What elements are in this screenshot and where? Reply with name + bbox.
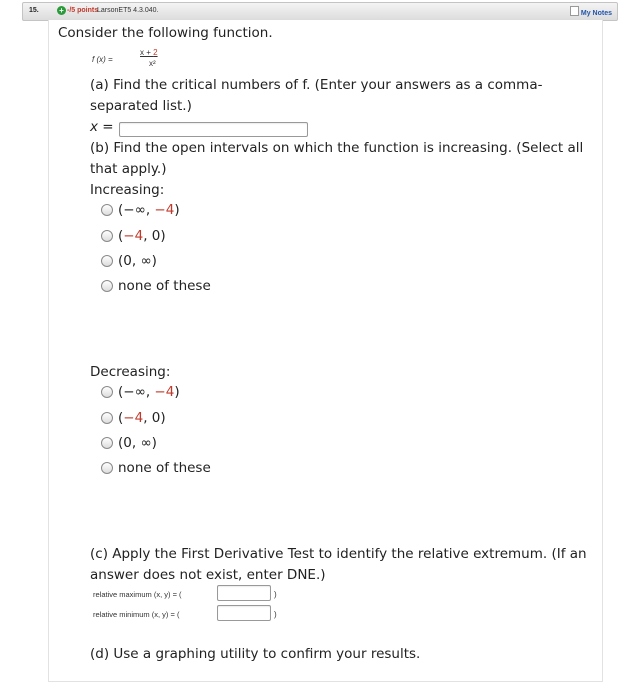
- critical-numbers-input[interactable]: [119, 122, 308, 137]
- question-header: [22, 2, 618, 21]
- relative-maximum-label: relative maximum (x, y) = (: [93, 590, 182, 599]
- numerator-constant: 2: [153, 48, 158, 57]
- question-number: 15.: [29, 7, 39, 14]
- points-label: -/5 points: [67, 7, 99, 14]
- radio-button[interactable]: [101, 412, 113, 424]
- relative-maximum-close-paren: ): [274, 590, 277, 599]
- my-notes-label: My Notes: [580, 10, 612, 17]
- function-lhs: f (x) =: [92, 55, 113, 64]
- relative-minimum-close-paren: ): [274, 610, 277, 619]
- part-c-line1: (c) Apply the First Derivative Test to identify the relative extremum. (If an: [90, 546, 587, 562]
- notes-icon: [570, 6, 579, 16]
- part-c-line2: answer does not exist, enter DNE.): [90, 567, 326, 583]
- radio-button[interactable]: [101, 280, 113, 292]
- part-a-line1: (a) Find the critical numbers of f. (Enter your answers as a comma-: [90, 77, 543, 93]
- relative-minimum-input[interactable]: [217, 605, 271, 621]
- option-label: none of these: [118, 278, 211, 294]
- function-numerator: x + 2: [140, 48, 158, 57]
- radio-button[interactable]: [101, 230, 113, 242]
- plus-icon[interactable]: +: [57, 6, 66, 15]
- radio-button[interactable]: [101, 437, 113, 449]
- part-d-line1: (d) Use a graphing utility to confirm your results.: [90, 646, 421, 662]
- radio-button[interactable]: [101, 204, 113, 216]
- option-label: (−∞, −4): [118, 384, 180, 400]
- radio-button[interactable]: [101, 462, 113, 474]
- radio-button[interactable]: [101, 386, 113, 398]
- increasing-label: Increasing:: [90, 182, 165, 198]
- part-a-line2: separated list.): [90, 98, 192, 114]
- radio-button[interactable]: [101, 255, 113, 267]
- option-label: (−∞, −4): [118, 202, 180, 218]
- option-label: none of these: [118, 460, 211, 476]
- option-label: (0, ∞): [118, 435, 157, 451]
- relative-minimum-label: relative minimum (x, y) = (: [93, 610, 180, 619]
- part-b-line2: that apply.): [90, 161, 167, 177]
- option-label: (−4, 0): [118, 228, 166, 244]
- function-denominator: x²: [149, 59, 156, 68]
- decreasing-label: Decreasing:: [90, 364, 171, 380]
- option-label: (0, ∞): [118, 253, 157, 269]
- part-b-line1: (b) Find the open intervals on which the function is increasing. (Select all: [90, 140, 584, 156]
- source-label: LarsonET5 4.3.040.: [97, 7, 159, 14]
- x-label: x =: [90, 119, 114, 135]
- option-label: (−4, 0): [118, 410, 166, 426]
- prompt-text: Consider the following function.: [58, 25, 273, 41]
- my-notes-button[interactable]: [570, 6, 612, 17]
- relative-maximum-input[interactable]: [217, 585, 271, 601]
